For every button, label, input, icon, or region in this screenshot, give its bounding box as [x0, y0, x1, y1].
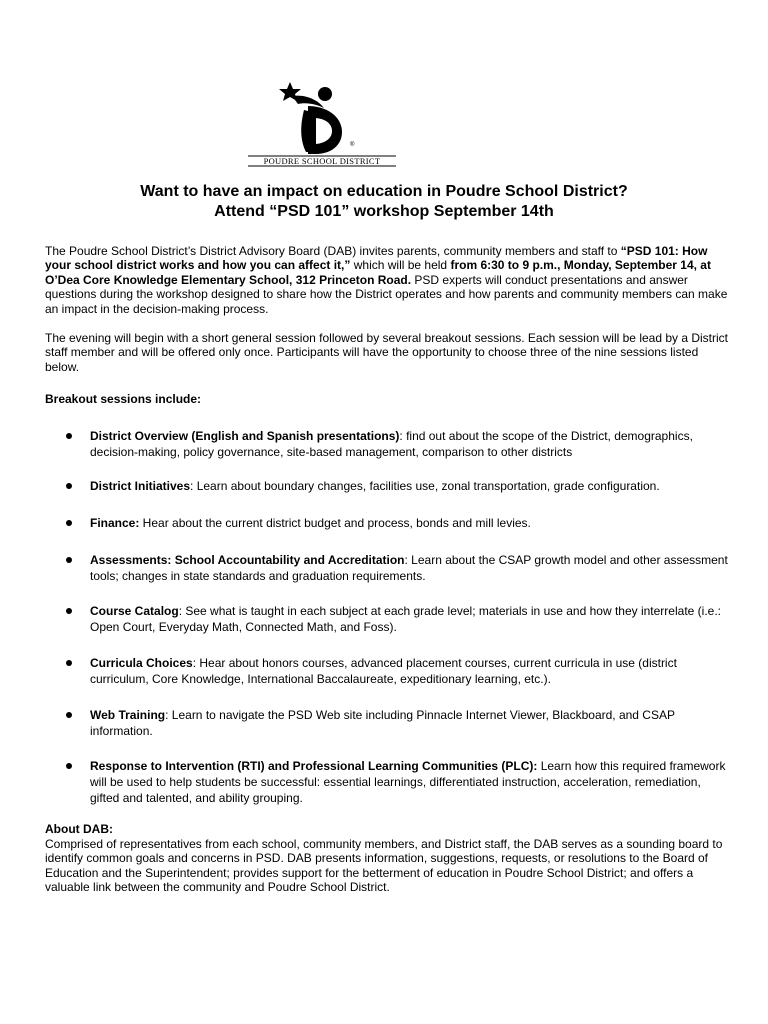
bullet-icon [66, 660, 72, 666]
session-item [90, 552, 730, 584]
bullet-icon [66, 433, 72, 439]
event-details: from 6:30 to 9 p.m., Monday, September 14, at O’Dea Core Knowledge Elementary School, 312 Princeton Road. [45, 258, 711, 287]
intro-text-2: which will be held [350, 258, 451, 273]
bullet-icon [66, 608, 72, 614]
about-title: About DAB: [45, 822, 113, 836]
bullet-icon [66, 763, 72, 769]
headline-line-2: Attend “PSD 101” workshop September 14th [214, 203, 554, 220]
session-title: Curricula Choices [90, 656, 193, 670]
bullet-icon [66, 520, 72, 526]
about-section [45, 822, 735, 895]
session-desc: Hear about the current district budget and process, bonds and mill levies. [139, 516, 531, 530]
session-desc: : find out about the scope of the District, demographics, decision-making, policy governance, site-based management, comparison to other districts [90, 429, 693, 459]
session-item [90, 707, 730, 739]
breakout-heading: Breakout sessions include: [45, 392, 202, 406]
workshop-title: “PSD 101: How your school district works and how you can affect it,” [45, 244, 708, 273]
session-desc: : Learn about boundary changes, facilities use, zonal transportation, grade configuration. [190, 479, 660, 493]
session-desc: Learn how this required framework will be used to help students be successful: essential learnings, differentiated instruction, acceleration, remediation, gifted and talented, and ability grouping. [90, 759, 726, 805]
bullet-icon [66, 483, 72, 489]
session-item [90, 655, 730, 687]
session-title: Course Catalog [90, 604, 179, 618]
session-item [90, 758, 730, 806]
evening-paragraph: The evening will begin with a short general session followed by several breakout sessions. Each session will be lead by a District staff member and will be offered only once. Participants will have the opportunity to choose three of the nine sessions listed below. [45, 331, 729, 374]
intro-paragraph [45, 244, 731, 316]
bullet-icon [66, 557, 72, 563]
session-title: Response to Intervention (RTI) and Professional Learning Communities (PLC): [90, 759, 538, 773]
session-title: District Overview (English and Spanish presentations) [90, 429, 400, 443]
session-item [90, 428, 730, 460]
headline [0, 182, 768, 222]
session-title: Assessments: School Accountability and Accreditation [90, 553, 405, 567]
session-title: Finance: [90, 516, 140, 530]
district-logo [246, 80, 398, 168]
session-title: Web Training [90, 708, 166, 722]
session-item [90, 478, 730, 494]
intro-text-3: PSD experts will conduct presentations and answer questions during the workshop designed to share how the District operates and how parents and community members can make an impact in the decision-making process. [45, 272, 728, 316]
session-item [90, 515, 730, 531]
about-text: Comprised of representatives from each school, community members, and District staff, the DAB serves as a sounding board to identify common goals and concerns in PSD. DAB presents information, suggestions, requests, or resolutions to the Board of Education and the Superintendent; provides support for the betterment of education in Poudre School District; and offers a valuable link between the community and Poudre School District. [45, 836, 723, 895]
intro-text-1: The Poudre School District’s District Advisory Board (DAB) invites parents, community members and staff to [45, 244, 621, 258]
svg-text:®: ® [350, 142, 355, 148]
headline-line-1: Want to have an impact on education in Poudre School District? [140, 183, 628, 200]
bullet-icon [66, 712, 72, 718]
session-title: District Initiatives [90, 479, 191, 493]
session-desc: : See what is taught in each subject at each grade level; materials in use and how they interrelate (i.e.: Open Court, Everyday Math, Connected Math, and Foss). [90, 604, 721, 634]
logo-mark-icon [246, 80, 398, 168]
logo-text: POUDRE SCHOOL DISTRICT [263, 156, 381, 166]
session-desc: : Learn about the CSAP growth model and other assessment tools; changes in state standards and graduation requirements. [90, 553, 728, 583]
session-desc: : Hear about honors courses, advanced placement courses, current curricula in use (district curriculum, Core Knowledge, International Baccalaureate, expeditionary learning, etc.). [90, 656, 677, 686]
session-item [90, 603, 730, 635]
session-desc: : Learn to navigate the PSD Web site including Pinnacle Internet Viewer, Blackboard, and CSAP information. [90, 708, 675, 738]
